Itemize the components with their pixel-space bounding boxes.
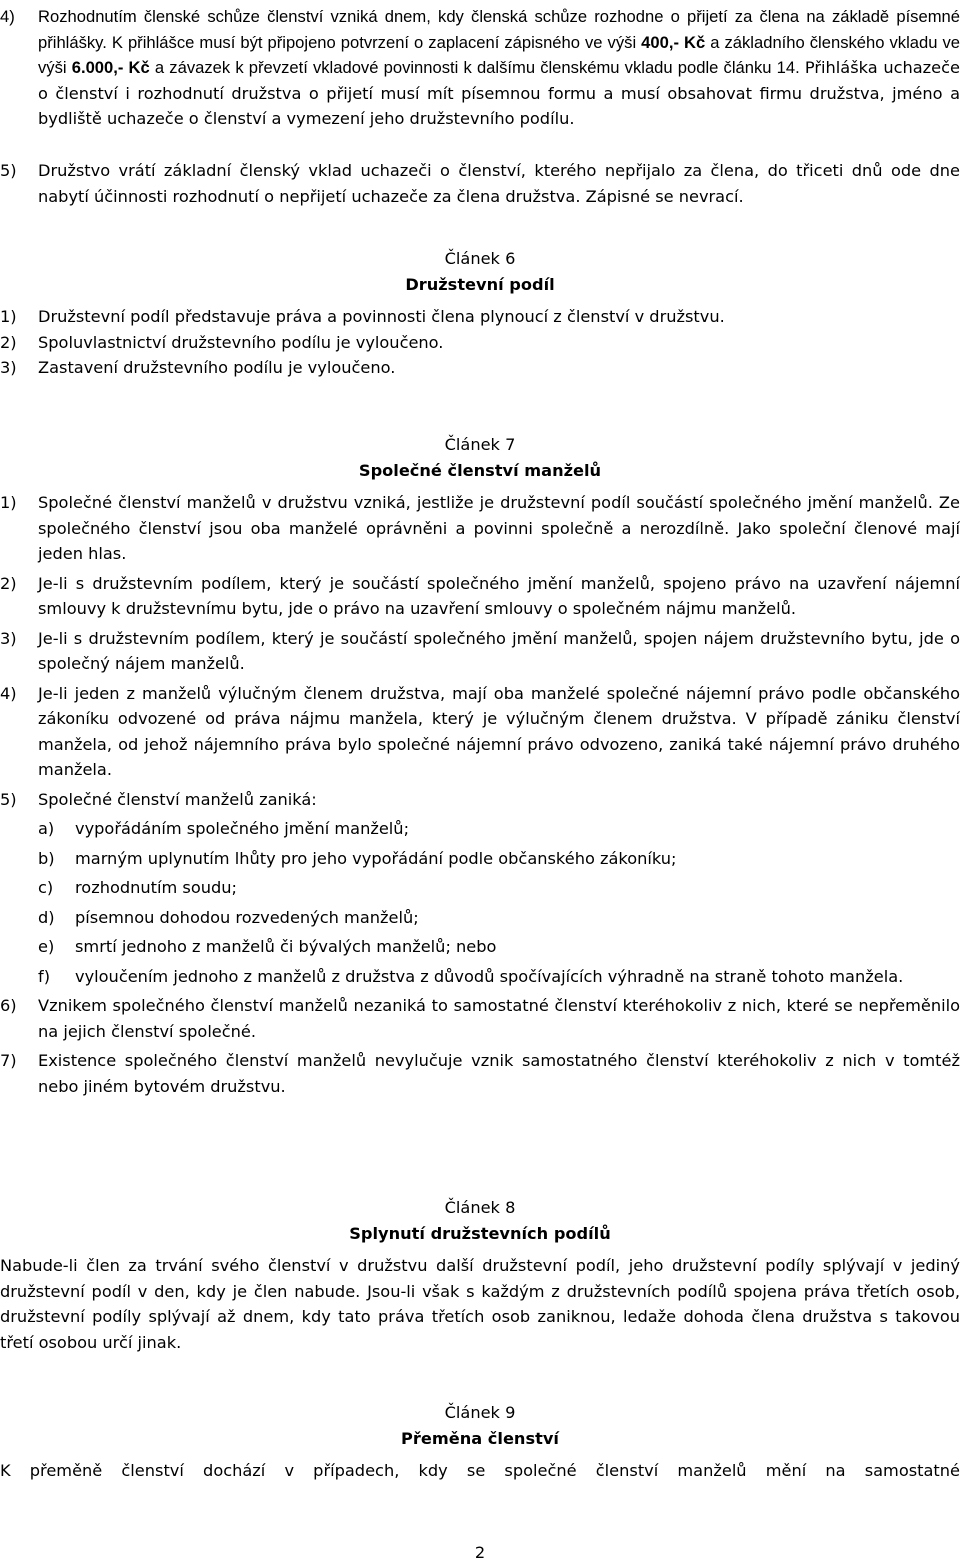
article-label: Článek 6 bbox=[444, 249, 516, 268]
sub-item-letter: f) bbox=[38, 966, 51, 986]
sub-item bbox=[0, 846, 960, 872]
sub-item-text: marným uplynutím lhůty pro jeho vypořádání podle občanského zákoníku; bbox=[75, 848, 677, 868]
list-item bbox=[0, 787, 960, 813]
item-text: Rozhodnutím členské schůze členství vzniká dnem, kdy členská schůze rozhodne o přijetí za člena na základě písemné přihlášky. K přihlášce musí být připojeno potvrzení o zaplacení zápisného ve výši 400,- Kč a základního členského vkladu ve výši 6.000,- Kč a závazek k převzetí vkladové povinnosti k dalšímu členskému vkladu podle článku 14. Přihláška uchazeče o členství i rozhodnutí družstva o přijetí musí mít písemnou formu a musí obsahovat firmu družstva, jméno a bydliště uchazeče o členství a vymezení jeho družstevního podílu. bbox=[38, 7, 960, 128]
sub-item-letter: c) bbox=[38, 878, 54, 897]
item-text: Vznikem společného členství manželů nezaniká to samostatné členství kteréhokoliv z nich, které se nepřeměnilo na jejich členství společné. bbox=[38, 996, 960, 1041]
item-text: Spoluvlastnictví družstevního podílu je vyloučeno. bbox=[38, 332, 444, 352]
article-title: Společné členství manželů bbox=[358, 460, 602, 480]
article-7 bbox=[0, 432, 960, 1099]
list-item bbox=[0, 355, 960, 381]
article-title: Družstevní podíl bbox=[405, 274, 555, 294]
item-text: Společné členství manželů v družstvu vzniká, jestliže je družstevní podíl součástí společného jmění manželů. Ze společného členství jsou oba manželé oprávněni a povinni společně a nerozdílně. Jako společní členové mají jeden hlas. bbox=[38, 493, 960, 563]
item-text: Je-li jeden z manželů výlučným členem družstva, mají oba manželé společné nájemní právo podle občanského zákoníku odvozené od práva nájmu manžela, který je výlučným členem družstva. V případě zániku členství manžela, od jehož nájemního práva bylo společné nájemní právo odvozeno, zaniká také nájemní právo druhého manžela. bbox=[38, 683, 960, 779]
sub-item-text: písemnou dohodou rozvedených manželů; bbox=[75, 907, 419, 927]
item-number: 3) bbox=[0, 628, 17, 648]
item-number: 2) bbox=[0, 573, 17, 593]
top-section bbox=[0, 4, 960, 132]
item-number: 5) bbox=[0, 789, 17, 809]
sub-item-letter: d) bbox=[38, 907, 55, 927]
sub-item bbox=[0, 905, 960, 931]
list-item bbox=[0, 4, 960, 132]
article-label: Článek 7 bbox=[444, 435, 516, 454]
sub-item bbox=[0, 934, 960, 960]
item-text: Je-li s družstevním podílem, který je součástí společného jmění manželů, spojeno právo na uzavření nájemní smlouvy k družstevnímu bytu, jde o právo na uzavření smlouvy o společném nájmu manželů. bbox=[38, 573, 960, 618]
article-paragraph: Nabude-li člen za trvání svého členství v družstvu další družstevní podíl, jeho družstevní podíly splývají v jediný družstevní podíl v den, kdy je člen nabude. Jsou-li však s každým z družstevních podílů spojena práva třetích osob, družstevní podíly splývají až dnem, kdy tato práva třetích osob zaniknou, ledaže dohoda člena družstva s takovou třetí osobou určí jinak. bbox=[0, 1256, 960, 1352]
item-number: 2) bbox=[0, 332, 17, 352]
item-text: Je-li s družstevním podílem, který je součástí společného jmění manželů, spojen nájem družstevního bytu, jde o společný nájem manželů. bbox=[38, 628, 960, 673]
item-number: 6) bbox=[0, 996, 17, 1015]
page-number: 2 bbox=[474, 1543, 486, 1562]
sub-item-letter: b) bbox=[38, 848, 55, 868]
list-item bbox=[0, 993, 960, 1044]
item-number: 4) bbox=[0, 7, 15, 26]
sub-item-text: rozhodnutím soudu; bbox=[75, 878, 238, 897]
item-text: Společné členství manželů zaniká: bbox=[38, 789, 317, 809]
article-title: Splynutí družstevních podílů bbox=[349, 1223, 611, 1243]
item-number: 7) bbox=[0, 1051, 17, 1070]
sub-item-letter: a) bbox=[38, 819, 55, 838]
article-6 bbox=[0, 246, 960, 381]
sub-item bbox=[0, 816, 960, 842]
sub-item-text: vypořádáním společného jmění manželů; bbox=[75, 819, 410, 838]
sub-item bbox=[0, 875, 960, 901]
article-8 bbox=[0, 1195, 960, 1355]
article-label: Článek 8 bbox=[444, 1198, 516, 1217]
item-text: Existence společného členství manželů nevylučuje vznik samostatného členství kteréhokoliv z nich v tomtéž nebo jiném bytovém družstvu. bbox=[38, 1051, 960, 1096]
item-number: 5) bbox=[0, 161, 17, 180]
list-item bbox=[0, 490, 960, 567]
item-number: 1) bbox=[0, 493, 17, 512]
list-item bbox=[0, 571, 960, 622]
item-text: Družstevní podíl představuje práva a povinnosti člena plynoucí z členství v družstvu. bbox=[38, 307, 725, 326]
sub-item-letter: e) bbox=[38, 937, 55, 956]
article-label: Článek 9 bbox=[444, 1403, 516, 1422]
item-text: Družstvo vrátí základní členský vklad uchazeči o členství, kterého nepřijalo za člena, do třiceti dnů ode dne nabytí účinnosti rozhodnutí o nepřijetí uchazeče za člena družstva. Zápisné se nevrací. bbox=[38, 161, 960, 206]
list-item bbox=[0, 681, 960, 783]
item-number: 1) bbox=[0, 307, 17, 326]
list-item bbox=[0, 304, 960, 330]
list-item bbox=[0, 330, 960, 356]
item-number: 3) bbox=[0, 358, 17, 377]
sub-item bbox=[0, 964, 960, 990]
list-item bbox=[0, 626, 960, 677]
item-5-block bbox=[0, 158, 960, 209]
sub-item-text: smrtí jednoho z manželů či bývalých manželů; nebo bbox=[75, 937, 497, 956]
item-text: Zastavení družstevního podílu je vyloučeno. bbox=[38, 358, 396, 377]
article-paragraph: K přeměně členství dochází v případech, kdy se společné členství manželů mění na samostatné bbox=[0, 1461, 960, 1480]
item-number: 4) bbox=[0, 683, 17, 703]
article-title: Přeměna členství bbox=[401, 1428, 559, 1448]
list-item bbox=[0, 158, 960, 209]
article-9 bbox=[0, 1400, 960, 1484]
sub-item-text: vyloučením jednoho z manželů z družstva z důvodů spočívajících výhradně na straně tohoto manžela. bbox=[75, 966, 904, 986]
list-item bbox=[0, 1048, 960, 1099]
